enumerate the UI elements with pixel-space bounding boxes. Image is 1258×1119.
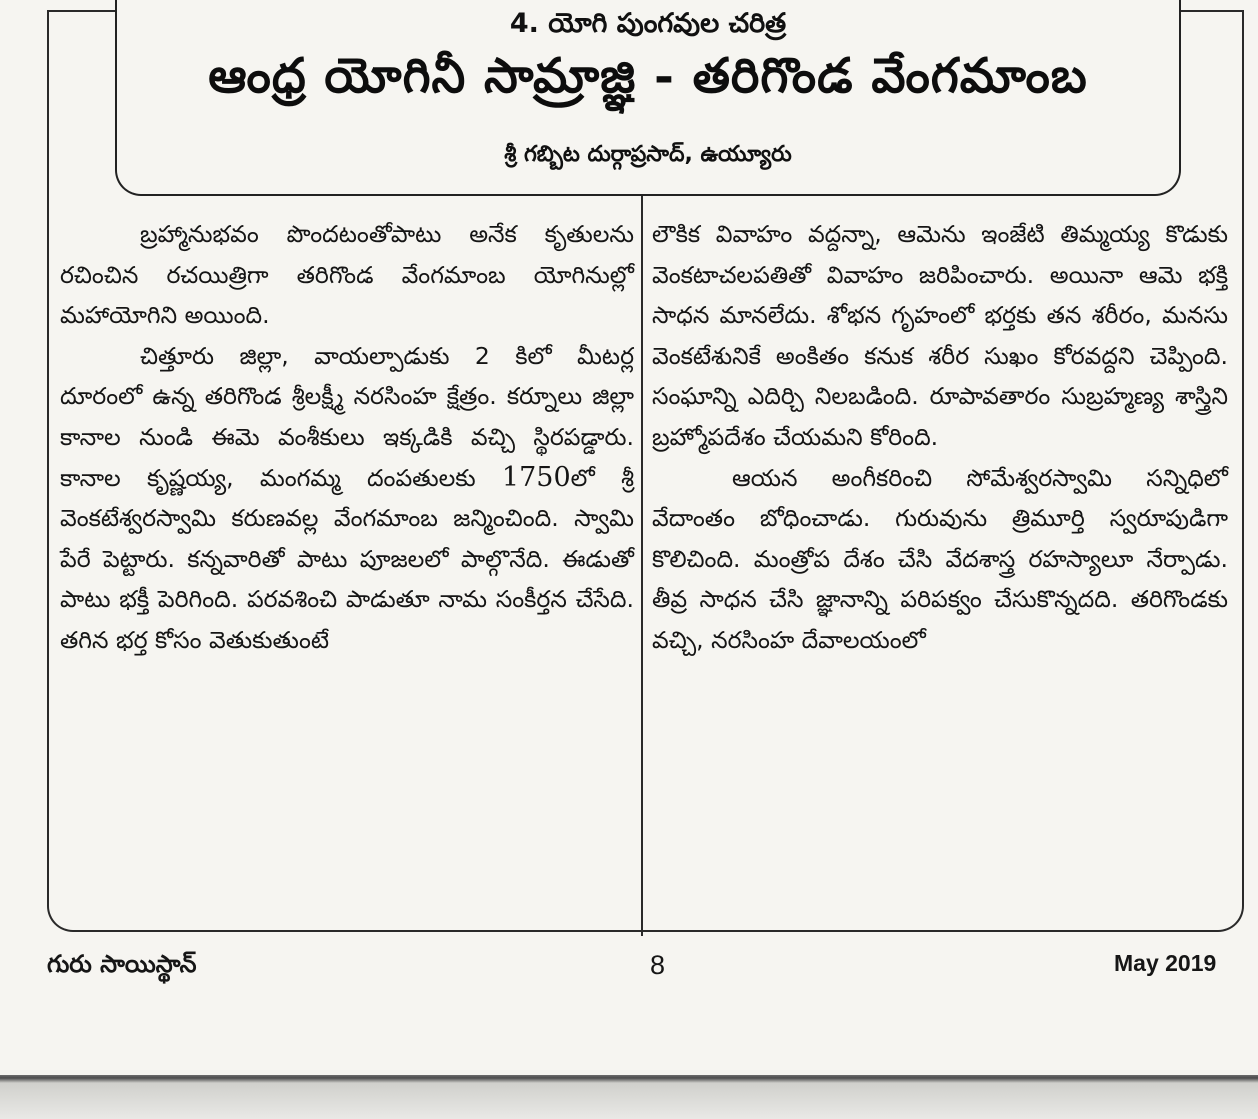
title-box bbox=[115, 0, 1181, 196]
column-divider bbox=[641, 196, 643, 936]
left-paragraph-2 bbox=[60, 336, 634, 661]
magazine-name: గురు సాయిస్థాన్ bbox=[47, 950, 197, 978]
issue-date: May 2019 bbox=[1114, 950, 1217, 976]
left-paragraph-1: బ్రహ్మానుభవం పొందటంతోపాటు అనేక కృతులను రచించిన రచయిత్రిగా తరిగొండ వేంగమాంబ యోగినుల్లో మహాయోగిని అయింది. bbox=[60, 220, 634, 330]
scan-edge bbox=[0, 1075, 1258, 1119]
left-paragraph-2-part-1: చిత్తూరు జిల్లా, వాయల్పాడుకు 2 కిలో మీటర్ల దూరంలో ఉన్న తరిగొండ శ్రీలక్ష్మీ నరసింహ క్షేత్రం. కర్నూలు జిల్లా కానాల నుండి ఈమె వంశీకులు ఇక్కడికి వచ్చి స్థిరపడ్డారు. కానాల కృష్ణయ్య, మంగమ్మ దంపతులకు bbox=[60, 341, 634, 492]
birth-year: 1750 bbox=[501, 461, 571, 493]
article-title: ఆంధ్ర యోగినీ సామ్రాజ్ఞి - తరిగొండ వేంగమాంబ bbox=[208, 48, 1088, 104]
left-column bbox=[60, 214, 634, 661]
right-column bbox=[652, 214, 1228, 661]
author-byline: శ్రీ గబ్బిట దుర్గాప్రసాద్, ఉయ్యూరు bbox=[504, 142, 792, 167]
right-paragraph-1: లౌకిక వివాహం వద్దన్నా, ఆమెను ఇంజేటి తిమ్మయ్య కొడుకు వెంకటాచలపతితో వివాహం జరిపించారు. అయినా ఆమె భక్తి సాధన మానలేదు. శోభన గృహంలో భర్తకు తన శరీరం, మనసు వెంకటేశునికే అంకితం కనుక శరీర సుఖం కోరవద్దని చెప్పింది. సంఘాన్ని ఎదిర్చి నిలబడింది. రూపావతారం సుబ్రహ్మణ్య శాస్త్రిని బ్రహ్మోపదేశం చేయమని కోరింది. bbox=[652, 220, 1228, 451]
page-number: 8 bbox=[650, 950, 666, 980]
series-title: 4. యోగి పుంగవుల చరిత్ర bbox=[509, 8, 787, 39]
right-paragraph-2: ఆయన అంగీకరించి సోమేశ్వరస్వామి సన్నిధిలో వేదాంతం బోధించాడు. గురువును త్రిమూర్తి స్వరూపుడిగా కొలిచింది. మంత్రోప దేశం చేసి వేదశాస్త్ర రహస్యాలూ నేర్పాడు. తీవ్ర సాధన చేసి జ్ఞానాన్ని పరిపక్వం చేసుకొన్నదది. తరిగొండకు వచ్చి, నరసింహ దేవాలయంలో bbox=[652, 463, 1228, 654]
left-paragraph-2-part-2: లో శ్రీ వెంకటేశ్వరస్వామి కరుణవల్ల వేంగమాంబ జన్మించింది. స్వామి పేరే పెట్టారు. కన్నవారితో పాటు పూజలలో పాల్గొనేది. ఈడుతో పాటు భక్తీ పెరిగింది. పరవశించి పాడుతూ నామ సంకీర్తన చేసేది. తగిన భర్త కోసం వెతుకుతుంటే bbox=[60, 463, 635, 654]
